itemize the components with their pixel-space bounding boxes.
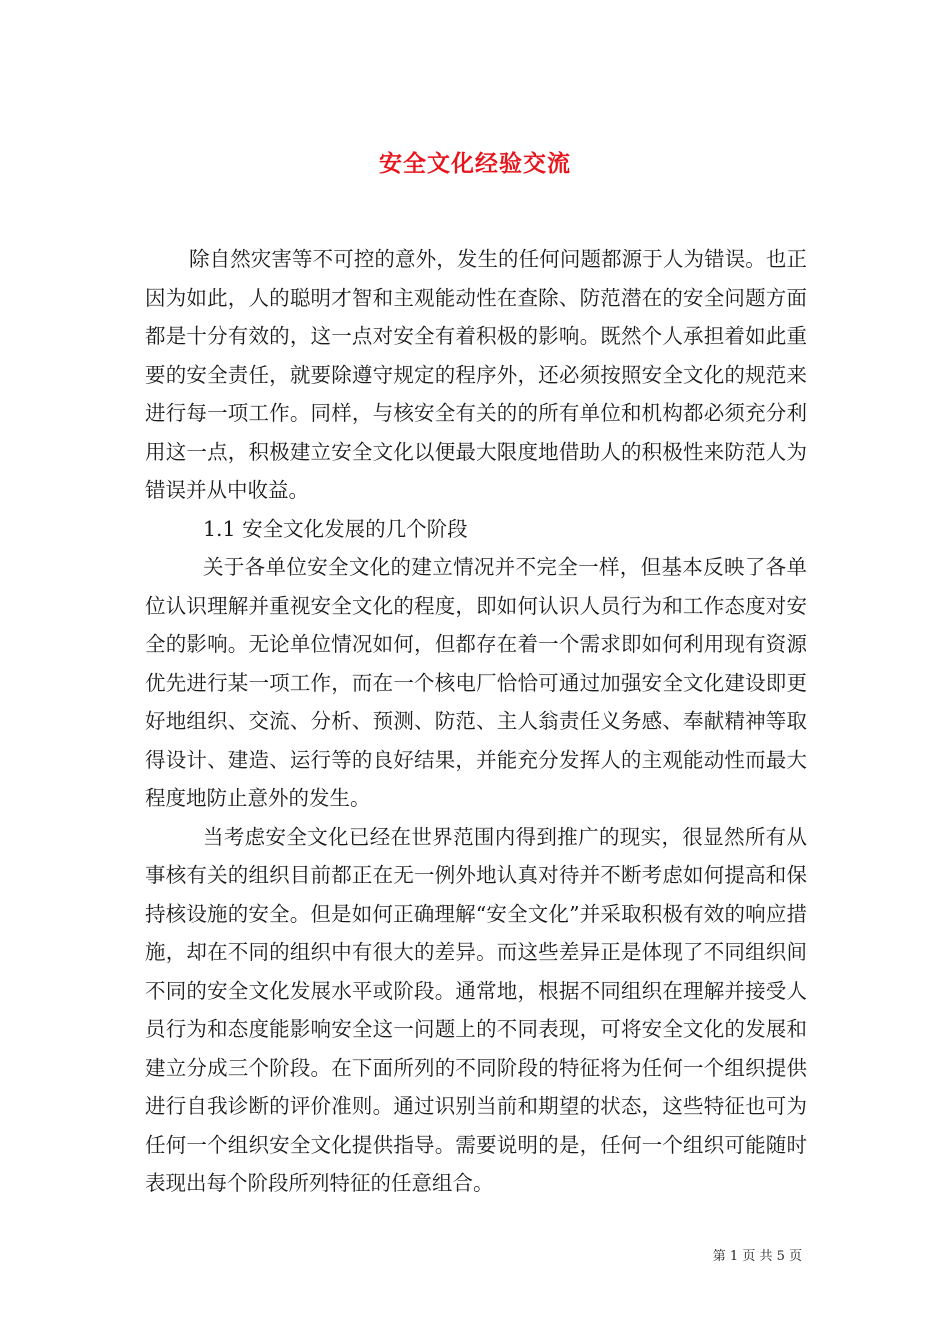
paragraph-stages-detail: 当考虑安全文化已经在世界范围内得到推广的现实，很显然所有从事核有关的组织目前都正在无一例外地认真对待并不断考虑如何提高和保持核设施的安全。但是如何正确理解“安全文化”并采取积极有效的响应措施，却在不同的组织中有很大的差异。而这些差异正是体现了不同组织间不同的安全文化发展水平或阶段。通常地，根据不同组织在理解并接受人员行为和态度能影响安全这一问题上的不同表现，可将安全文化的发展和建立分成三个阶段。在下面所列的不同阶段的特征将为任何一个组织提供进行自我诊断的评价准则。通过识别当前和期望的状态，这些特征也可为任何一个组织安全文化提供指导。需要说明的是，任何一个组织可能随时表现出每个阶段所列特征的任意组合。	[145, 824, 807, 1195]
paragraph-stages-overview: 关于各单位安全文化的建立情况并不完全一样，但基本反映了各单位认识理解并重视安全文化的程度，即如何认识人员行为和工作态度对安全的影响。无论单位情况如何，但都存在着一个需求即如何利用现有资源优先进行某一项工作，而在一个核电厂恰恰可通过加强安全文化建设即更好地组织、交流、分析、预测、防范、主人翁责任义务感、奉献精神等取得设计、建造、运行等的良好结果，并能充分发挥人的主观能动性而最大程度地防止意外的发生。	[145, 555, 807, 810]
section-heading: 1.1 安全文化发展的几个阶段	[203, 516, 468, 541]
paragraph-intro: 除自然灾害等不可控的意外，发生的任何问题都源于人为错误。也正因为如此，人的聪明才智和主观能动性在查除、防范潜在的安全问题方面都是十分有效的，这一点对安全有着积极的影响。既然个人承担着如此重要的安全责任，就要除遵守规定的程序外，还必须按照安全文化的规范来进行每一项工作。同样，与核安全有关的的所有单位和机构都必须充分利用这一点，积极建立安全文化以便最大限度地借助人的积极性来防范人为错误并从中收益。	[145, 247, 807, 502]
document-title: 安全文化经验交流	[379, 150, 571, 178]
page-number: 第 1 页 共 5 页	[712, 1249, 802, 1264]
document-body	[145, 240, 807, 1203]
